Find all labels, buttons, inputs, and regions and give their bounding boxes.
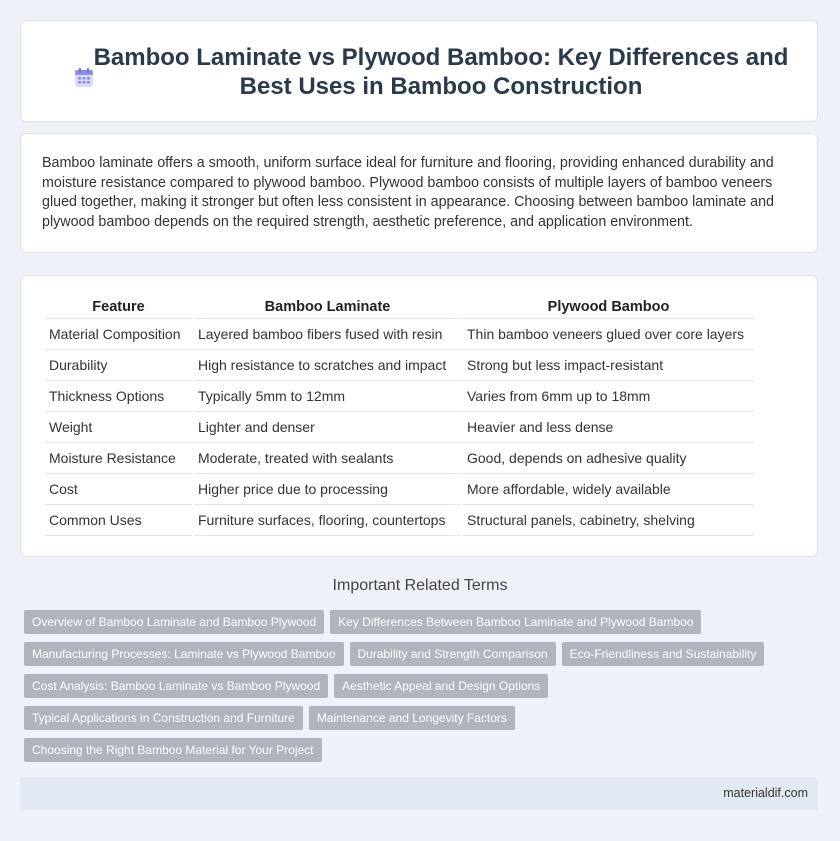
- cell-plywood: Heavier and less dense: [463, 412, 754, 443]
- table-row: [45, 350, 754, 381]
- related-term-tag[interactable]: Cost Analysis: Bamboo Laminate vs Bamboo Plywood: [24, 674, 328, 698]
- cell-feature: Thickness Options: [45, 381, 192, 412]
- related-term-tag[interactable]: Key Differences Between Bamboo Laminate and Plywood Bamboo: [330, 610, 701, 634]
- table-row: [45, 505, 754, 536]
- related-term-tag[interactable]: Manufacturing Processes: Laminate vs Plywood Bamboo: [24, 642, 344, 666]
- cell-plywood: Thin bamboo veneers glued over core layers: [463, 319, 754, 350]
- cell-feature: Durability: [45, 350, 192, 381]
- table-row: [45, 319, 754, 350]
- cell-plywood: More affordable, widely available: [463, 474, 754, 505]
- cell-plywood: Strong but less impact-resistant: [463, 350, 754, 381]
- table-header-row: [45, 296, 754, 319]
- cell-laminate: High resistance to scratches and impact: [194, 350, 461, 381]
- related-term-tag[interactable]: Choosing the Right Bamboo Material for Your Project: [24, 738, 322, 762]
- cell-laminate: Lighter and denser: [194, 412, 461, 443]
- comparison-card: [20, 275, 818, 557]
- related-term-tag[interactable]: Maintenance and Longevity Factors: [309, 706, 515, 730]
- cell-laminate: Typically 5mm to 12mm: [194, 381, 461, 412]
- cell-feature: Material Composition: [45, 319, 192, 350]
- cell-plywood: Structural panels, cabinetry, shelving: [463, 505, 754, 536]
- cell-plywood: Good, depends on adhesive quality: [463, 443, 754, 474]
- related-term-tag[interactable]: Eco-Friendliness and Sustainability: [562, 642, 765, 666]
- intro-paragraph: Bamboo laminate offers a smooth, uniform surface ideal for furniture and flooring, providing enhanced durability and moisture resistance compared to plywood bamboo. Plywood bamboo consists of multiple layers of bamboo veneers glued together, making it stronger but often less consistent in appearance. Choosing between bamboo laminate and plywood bamboo depends on the required strength, aesthetic preference, and application environment.: [42, 155, 774, 231]
- cell-plywood: Varies from 6mm up to 18mm: [463, 381, 754, 412]
- related-term-tag[interactable]: Durability and Strength Comparison: [350, 642, 556, 666]
- title-card: [20, 20, 818, 122]
- related-term-tag[interactable]: Overview of Bamboo Laminate and Bamboo Plywood: [24, 610, 324, 634]
- table-row: [45, 381, 754, 412]
- header-plywood-bamboo: Plywood Bamboo: [463, 296, 754, 319]
- related-terms-list: [24, 610, 784, 770]
- related-term-tag[interactable]: Aesthetic Appeal and Design Options: [334, 674, 548, 698]
- table-row: [45, 474, 754, 505]
- comparison-table: [43, 296, 756, 536]
- cell-laminate: Furniture surfaces, flooring, countertops: [194, 505, 461, 536]
- footer-site-link[interactable]: materialdif.com: [723, 786, 808, 800]
- related-terms-heading: Important Related Terms: [332, 577, 508, 594]
- header-feature: Feature: [45, 296, 192, 319]
- cell-laminate: Moderate, treated with sealants: [194, 443, 461, 474]
- page-title: Bamboo Laminate vs Plywood Bamboo: Key Differences and Best Uses in Bamboo Construction: [93, 44, 789, 100]
- cell-laminate: Higher price due to processing: [194, 474, 461, 505]
- header-bamboo-laminate: Bamboo Laminate: [194, 296, 461, 319]
- cell-feature: Moisture Resistance: [45, 443, 192, 474]
- cell-feature: Weight: [45, 412, 192, 443]
- intro-card: [20, 133, 818, 253]
- cell-feature: Cost: [45, 474, 192, 505]
- table-row: [45, 412, 754, 443]
- footer: [20, 777, 818, 810]
- cell-feature: Common Uses: [45, 505, 192, 536]
- related-term-tag[interactable]: Typical Applications in Construction and Furniture: [24, 706, 303, 730]
- table-row: [45, 443, 754, 474]
- cell-laminate: Layered bamboo fibers fused with resin: [194, 319, 461, 350]
